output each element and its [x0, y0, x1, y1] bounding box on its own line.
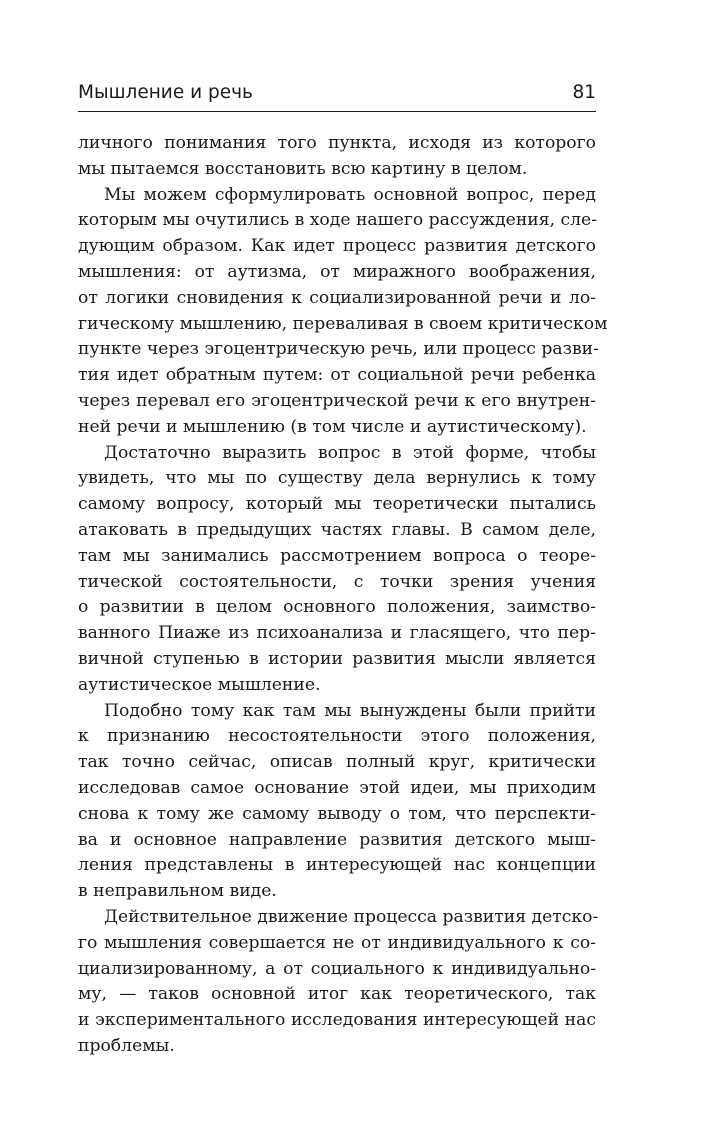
text-line: и экспериментального исследования интересующей нас: [78, 1010, 596, 1031]
text-line: так точно сейчас, описав полный круг, критически: [78, 752, 596, 773]
text-line: к признанию несостоятельности этого положения,: [78, 726, 596, 747]
text-line: мышления: от аутизма, от миражного воображения,: [78, 261, 596, 282]
text-line: ней речи и мышлению (в том числе и аутистическому).: [78, 416, 587, 437]
text-line: Подобно тому как там мы вынуждены были прийти: [104, 700, 596, 721]
text-line: го мышления совершается не от индивидуального к со-: [78, 932, 596, 953]
text-line: ва и основное направление развития детского мыш-: [78, 829, 596, 850]
text-line: там мы занимались рассмотрением вопроса о теоре-: [78, 545, 596, 566]
text-line: тия идет обратным путем: от социальной речи ребенка: [78, 365, 596, 386]
header-rule: [78, 111, 596, 112]
paragraph: [78, 699, 596, 905]
text-line: вичной ступенью в истории развития мысли является: [78, 648, 596, 669]
text-line: в неправильном виде.: [78, 881, 277, 902]
text-line: исследовав самое основание этой идеи, мы приходим: [78, 777, 596, 798]
text-line: циализированному, а от социального к индивидуально-: [78, 958, 596, 979]
text-line: Действительное движение процесса развития детско-: [104, 906, 599, 927]
page-number: 81: [572, 82, 596, 103]
text-line: о развитии в целом основного положения, заимство-: [78, 597, 596, 618]
text-line: Мы можем сформулировать основной вопрос, перед: [104, 184, 596, 205]
text-line: гическому мышлению, переваливая в своем критическом: [78, 313, 608, 334]
text-line: аутистическое мышление.: [78, 674, 321, 695]
text-line: самому вопросу, который мы теоретически пытались: [78, 494, 596, 515]
text-line: через перевал его эгоцентрической речи к его внутрен-: [78, 390, 596, 411]
body-text: [78, 131, 608, 1060]
paragraph: [78, 183, 608, 441]
text-line: снова к тому же самому выводу о том, что перспекти-: [78, 803, 596, 824]
text-line: Достаточно выразить вопрос в этой форме, чтобы: [104, 442, 596, 463]
text-line: мы пытаемся восстановить всю картину в целом.: [78, 158, 528, 179]
text-line: му, — таков основной итог как теоретического, так: [78, 984, 596, 1005]
text-line: которым мы очутились в ходе нашего рассуждения, сле-: [78, 210, 598, 231]
paragraph: [78, 441, 596, 699]
text-line: тической состоятельности, с точки зрения учения: [78, 571, 596, 592]
text-line: дующим образом. Как идет процесс развития детского: [78, 236, 596, 257]
running-head: [78, 80, 596, 106]
text-line: личного понимания того пункта, исходя из которого: [78, 133, 596, 153]
text-line: пункте через эгоцентрическую речь, или процесс разви-: [78, 339, 599, 360]
chapter-title: Мышление и речь: [78, 82, 253, 103]
text-line: от логики сновидения к социализированной речи и ло-: [78, 287, 596, 308]
text-line: проблемы.: [78, 1035, 175, 1056]
text-line: увидеть, что мы по существу дела вернулись к тому: [78, 468, 596, 489]
text-line: атаковать в предыдущих частях главы. В самом деле,: [78, 519, 596, 540]
text-line: ванного Пиаже из психоанализа и гласящего, что пер-: [78, 623, 596, 644]
paragraph: [78, 131, 596, 183]
paragraph: [78, 905, 599, 1060]
text-line: ления представлены в интересующей нас концепции: [78, 855, 596, 876]
